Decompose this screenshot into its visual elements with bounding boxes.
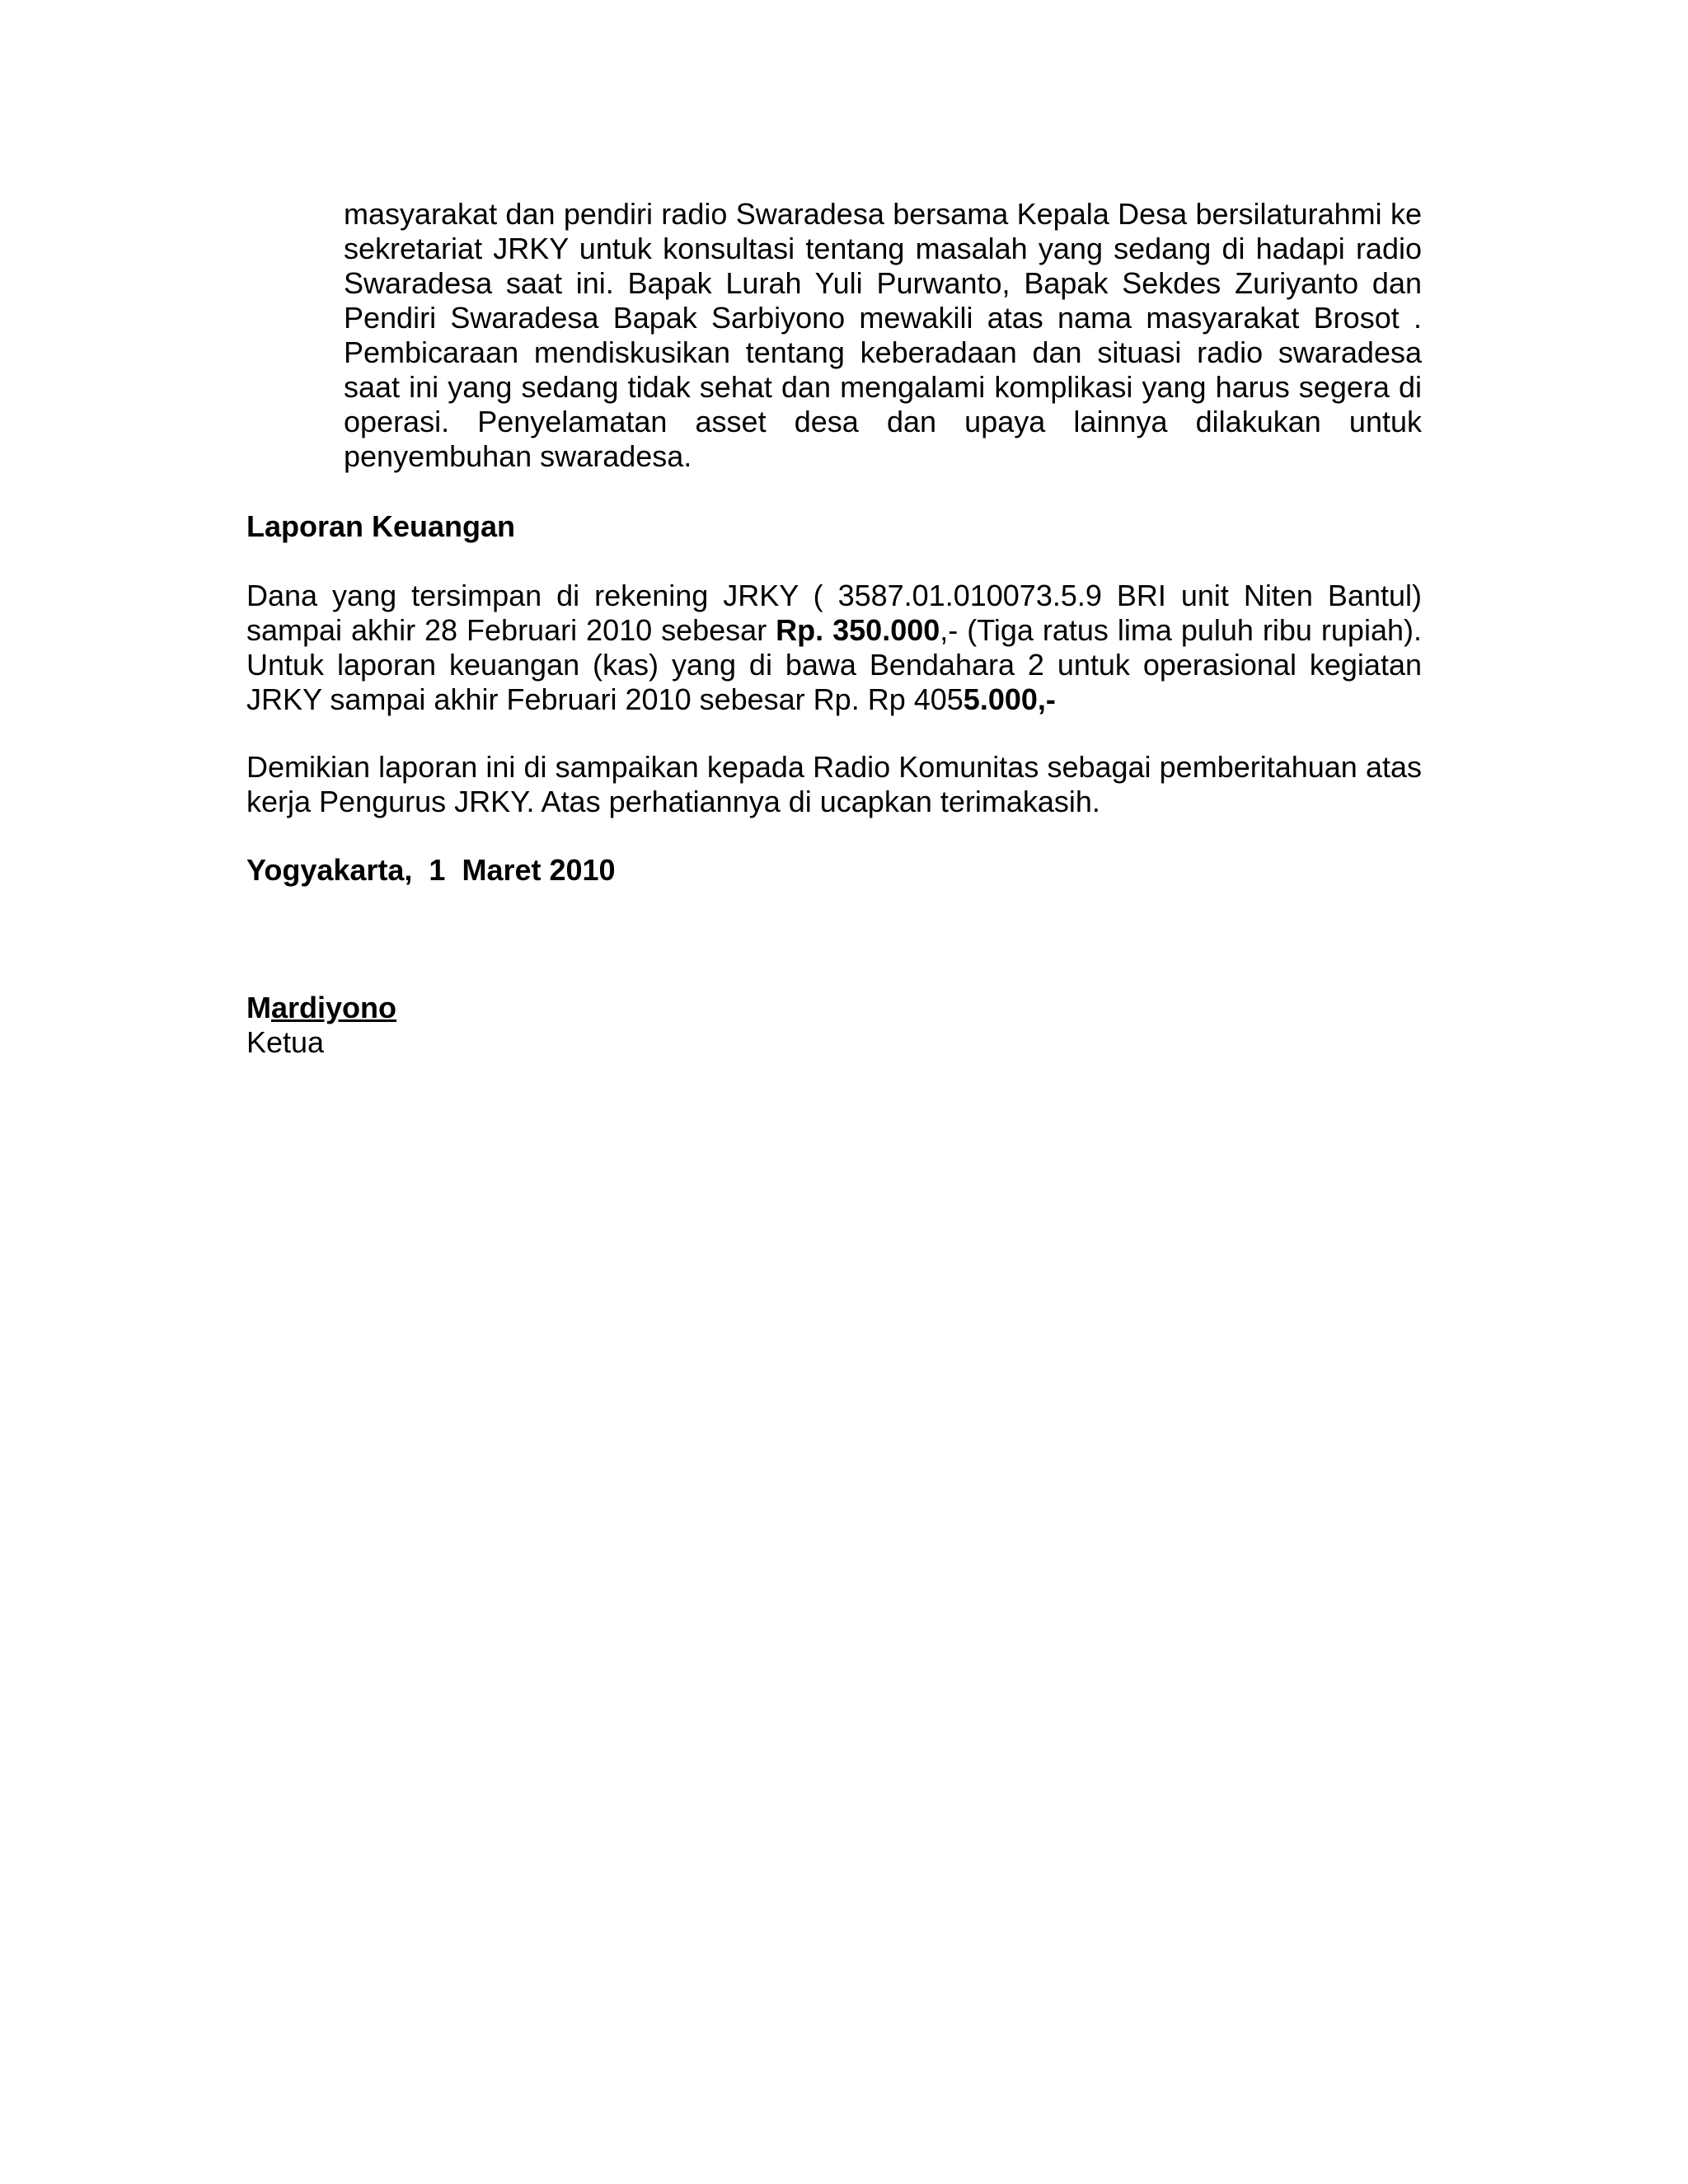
finance-text-1: Dana yang tersimpan di rekening JRKY ( 3587.01.010073.5.9 BRI unit Niten Bantul) sampai akhir 28 Februari 2010 sebesar xyxy=(246,579,1422,647)
finance-amount-2: 5.000,- xyxy=(963,682,1056,716)
signer-name-rest: ardiyono xyxy=(271,991,397,1024)
place-date: Yogyakarta, 1 Maret 2010 xyxy=(246,853,616,887)
signer-role: Ketua xyxy=(246,1025,325,1059)
signer-name xyxy=(246,991,396,1025)
finance-amount-1: Rp. 350.000 xyxy=(776,613,940,647)
closing-paragraph: Demikian laporan ini di sampaikan kepada Radio Komunitas sebagai pemberitahuan atas kerja Pengurus JRKY. Atas perhatiannya di ucapkan terimakasih. xyxy=(246,750,1422,818)
signer-name-initial: M xyxy=(246,991,271,1024)
finance-text-2: ,- (Tiga ratus lima puluh ribu rupiah). Untuk laporan keuangan (kas) yang di bawa Bendahara 2 untuk operasional kegiatan JRKY sampai akhir Februari 2010 sebesar Rp. Rp 405 xyxy=(246,613,1422,716)
intro-paragraph: masyarakat dan pendiri radio Swaradesa bersama Kepala Desa bersilaturahmi ke sekretariat JRKY untuk konsultasi tentang masalah yang sedang di hadapi radio Swaradesa saat ini. Bapak Lurah Yuli Purwanto, Bapak Sekdes Zuriyanto dan Pendiri Swaradesa Bapak Sarbiyono mewakili atas nama masyarakat Brosot . Pembicaraan mendiskusikan tentang keberadaan dan situasi radio swaradesa saat ini yang sedang tidak sehat dan mengalami komplikasi yang harus segera di operasi. Penyelamatan asset desa dan upaya lainnya dilakukan untuk penyembuhan swaradesa. xyxy=(344,197,1422,473)
finance-paragraph xyxy=(246,579,1422,717)
finance-heading: Laporan Keuangan xyxy=(246,509,516,543)
